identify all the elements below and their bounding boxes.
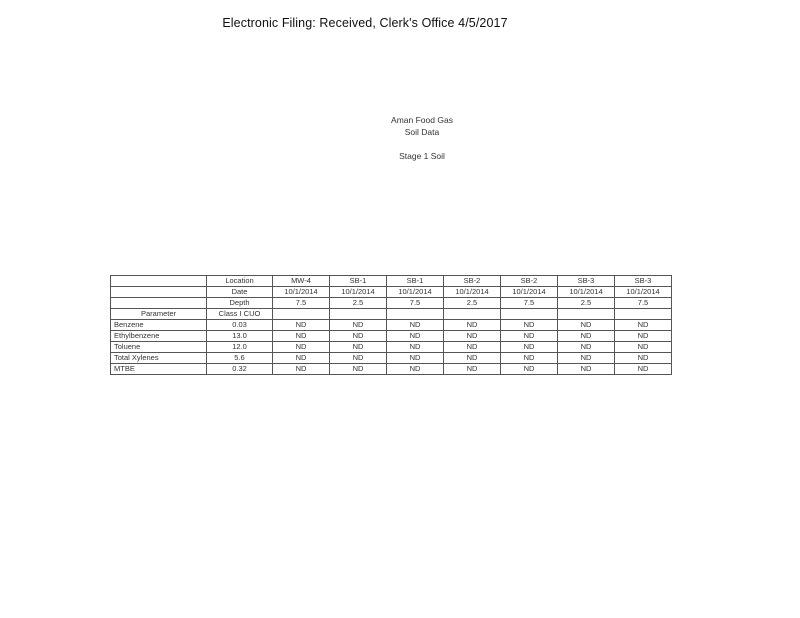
table-row <box>111 353 672 364</box>
result-cell: ND <box>558 353 615 364</box>
result-cell: ND <box>558 342 615 353</box>
class-cuo-label: Class I CUO <box>207 309 273 320</box>
result-cell: ND <box>558 331 615 342</box>
date-cell: 10/1/2014 <box>330 287 387 298</box>
result-cell: ND <box>330 320 387 331</box>
result-cell: ND <box>330 364 387 375</box>
depth-label: Depth <box>207 298 273 309</box>
result-cell: ND <box>387 320 444 331</box>
result-cell: ND <box>615 364 672 375</box>
result-cell: ND <box>615 342 672 353</box>
location-cell: MW-4 <box>273 276 330 287</box>
depth-row <box>111 298 672 309</box>
result-cell: ND <box>330 331 387 342</box>
blank-cell <box>273 309 330 320</box>
depth-cell: 7.5 <box>387 298 444 309</box>
cuo-value: 0.03 <box>207 320 273 331</box>
cuo-value: 12.0 <box>207 342 273 353</box>
depth-cell: 7.5 <box>501 298 558 309</box>
result-cell: ND <box>273 342 330 353</box>
filing-stamp: Electronic Filing: Received, Clerk's Office 4/5/2017 <box>222 16 508 30</box>
location-cell: SB-1 <box>330 276 387 287</box>
blank-cell <box>501 309 558 320</box>
table-row <box>111 342 672 353</box>
result-cell: ND <box>387 342 444 353</box>
table-row <box>111 320 672 331</box>
date-cell: 10/1/2014 <box>501 287 558 298</box>
result-cell: ND <box>615 331 672 342</box>
date-cell: 10/1/2014 <box>387 287 444 298</box>
result-cell: ND <box>501 320 558 331</box>
result-cell: ND <box>501 331 558 342</box>
location-cell: SB-2 <box>501 276 558 287</box>
date-cell: 10/1/2014 <box>444 287 501 298</box>
date-row <box>111 287 672 298</box>
depth-cell: 2.5 <box>330 298 387 309</box>
result-cell: ND <box>273 353 330 364</box>
result-cell: ND <box>330 342 387 353</box>
result-cell: ND <box>558 320 615 331</box>
result-cell: ND <box>501 364 558 375</box>
date-cell: 10/1/2014 <box>558 287 615 298</box>
parameter-label: Parameter <box>111 309 207 320</box>
cuo-value: 5.6 <box>207 353 273 364</box>
result-cell: ND <box>444 364 501 375</box>
result-cell: ND <box>501 353 558 364</box>
table-row <box>111 364 672 375</box>
result-cell: ND <box>387 331 444 342</box>
result-cell: ND <box>558 364 615 375</box>
document-subtitle: Soil Data <box>404 127 440 137</box>
result-cell: ND <box>387 353 444 364</box>
cuo-value: 13.0 <box>207 331 273 342</box>
blank-cell <box>615 309 672 320</box>
depth-cell: 2.5 <box>558 298 615 309</box>
parameter-header-row <box>111 309 672 320</box>
depth-cell: 2.5 <box>444 298 501 309</box>
depth-cell: 7.5 <box>615 298 672 309</box>
location-row <box>111 276 672 287</box>
parameter-name: Benzene <box>111 320 207 331</box>
blank-cell <box>330 309 387 320</box>
cuo-value: 0.32 <box>207 364 273 375</box>
date-cell: 10/1/2014 <box>615 287 672 298</box>
result-cell: ND <box>273 331 330 342</box>
parameter-name: Toluene <box>111 342 207 353</box>
parameter-name: MTBE <box>111 364 207 375</box>
location-label: Location <box>207 276 273 287</box>
date-label: Date <box>207 287 273 298</box>
parameter-name: Total Xylenes <box>111 353 207 364</box>
blank-cell <box>558 309 615 320</box>
parameter-name: Ethylbenzene <box>111 331 207 342</box>
blank-cell <box>111 298 207 309</box>
site-name: Aman Food Gas <box>391 115 453 125</box>
location-cell: SB-3 <box>615 276 672 287</box>
result-cell: ND <box>444 342 501 353</box>
result-cell: ND <box>444 320 501 331</box>
table-row <box>111 331 672 342</box>
result-cell: ND <box>444 331 501 342</box>
soil-data-table <box>110 275 672 375</box>
depth-cell: 7.5 <box>273 298 330 309</box>
result-cell: ND <box>444 353 501 364</box>
location-cell: SB-2 <box>444 276 501 287</box>
result-cell: ND <box>273 320 330 331</box>
blank-cell <box>111 287 207 298</box>
blank-cell <box>111 276 207 287</box>
location-cell: SB-3 <box>558 276 615 287</box>
stage-label: Stage 1 Soil <box>399 151 445 161</box>
blank-cell <box>444 309 501 320</box>
location-cell: SB-1 <box>387 276 444 287</box>
result-cell: ND <box>387 364 444 375</box>
result-cell: ND <box>615 320 672 331</box>
result-cell: ND <box>615 353 672 364</box>
result-cell: ND <box>330 353 387 364</box>
result-cell: ND <box>273 364 330 375</box>
date-cell: 10/1/2014 <box>273 287 330 298</box>
result-cell: ND <box>501 342 558 353</box>
blank-cell <box>387 309 444 320</box>
